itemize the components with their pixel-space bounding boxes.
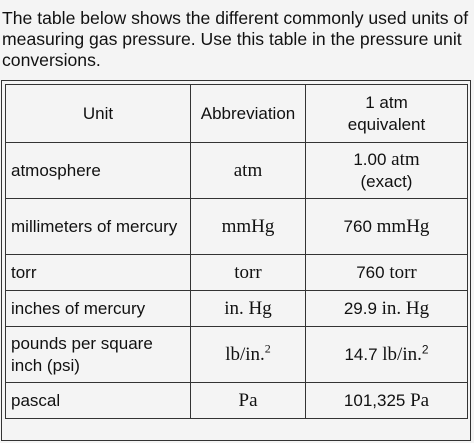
table-row (6, 143, 468, 199)
equivalent-number: 14.7 (344, 344, 378, 364)
pressure-units-table (5, 84, 468, 419)
table-row (6, 383, 468, 419)
pressure-units-table-frame (1, 80, 471, 441)
unit-cell: millimeters of mercury (6, 199, 191, 255)
equivalent-cell (306, 383, 468, 419)
abbreviation-superscript: 2 (264, 341, 271, 356)
unit-cell: atmosphere (6, 143, 191, 199)
table-row (6, 291, 468, 327)
equivalent-cell (306, 143, 468, 199)
equivalent-number: 1.00 (353, 149, 387, 169)
abbreviation-cell: atm (191, 143, 306, 199)
equivalent-cell (306, 255, 468, 291)
unit-cell: pascal (6, 383, 191, 419)
abbreviation-cell: Pa (191, 383, 306, 419)
header-equivalent-line1: 1 atm (365, 92, 408, 112)
abbreviation-text: lb/in. (225, 343, 265, 365)
equivalent-unit: in. Hg (381, 297, 430, 319)
table-header-row (6, 85, 468, 143)
equivalent-cell (306, 327, 468, 383)
header-unit: Unit (6, 85, 191, 143)
header-abbreviation: Abbreviation (191, 85, 306, 143)
equivalent-number: 101,325 (343, 390, 406, 410)
intro-text: The table below shows the different commonly used units of measuring gas pressure. Use this table in the pressure unit conversions. (2, 8, 469, 70)
equivalent-note: (exact) (360, 171, 413, 191)
header-equivalent-line2: equivalent (347, 114, 426, 134)
unit-cell: pounds per square inch (psi) (6, 327, 191, 383)
equivalent-unit: Pa (410, 389, 430, 411)
abbreviation-cell: mmHg (191, 199, 306, 255)
equivalent-unit: atm (391, 148, 420, 170)
header-equivalent (306, 85, 468, 143)
abbreviation-cell (191, 327, 306, 383)
equivalent-unit: torr (389, 261, 417, 283)
table-row (6, 255, 468, 291)
equivalent-unit: lb/in. (382, 343, 422, 365)
equivalent-unit: mmHg (376, 215, 430, 237)
equivalent-number: 29.9 (343, 298, 377, 318)
equivalent-cell (306, 291, 468, 327)
equivalent-superscript: 2 (421, 341, 429, 356)
unit-cell: inches of mercury (6, 291, 191, 327)
table-row (6, 199, 468, 255)
equivalent-cell (306, 199, 468, 255)
abbreviation-cell: in. Hg (191, 291, 306, 327)
abbreviation-cell: torr (191, 255, 306, 291)
equivalent-number: 760 (343, 216, 372, 236)
unit-cell: torr (6, 255, 191, 291)
equivalent-number: 760 (356, 262, 385, 282)
table-row (6, 327, 468, 383)
